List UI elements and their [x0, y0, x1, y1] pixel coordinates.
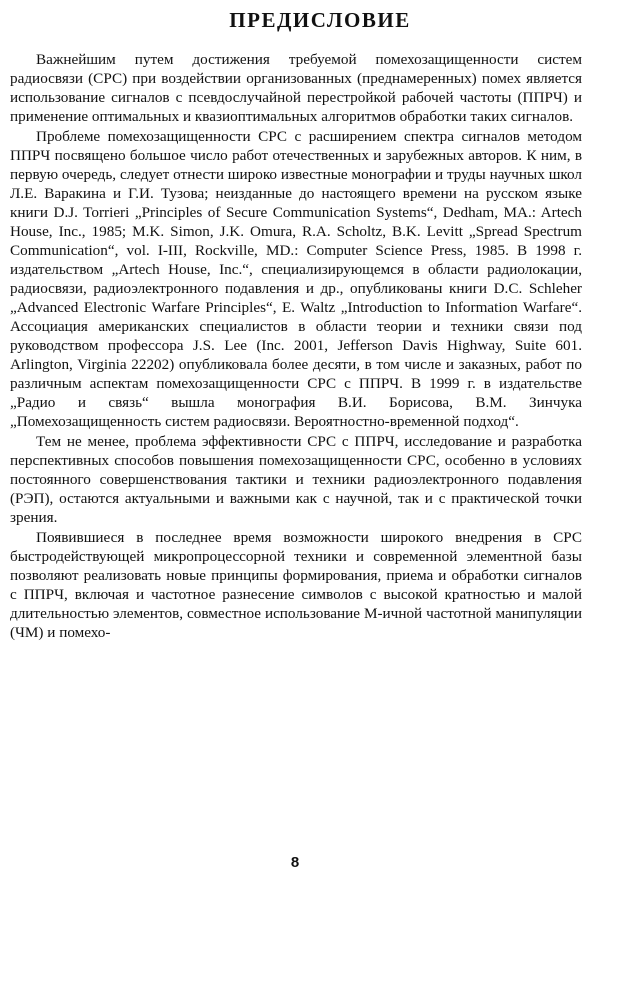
body-text [10, 50, 582, 642]
paragraph: Важнейшим путем достижения требуемой помехозащищенности систем радиосвязи (СРС) при воздействии организованных (преднамеренных) помех является использование сигналов с псевдослучайной перестройкой рабочей частоты (ППРЧ) и применение оптимальных и квазиоптимальных алгоритмов обработки таких сигналов. [10, 51, 582, 125]
paragraph: Тем не менее, проблема эффективности СРС с ППРЧ, исследование и разработка перспективных способов повышения помехозащищенности СРС, особенно в условиях постоянного совершенствования тактики и техники радиоэлектронного подавления (РЭП), остаются актуальными и важными как с научной, так и с практической точки зрения. [10, 433, 582, 526]
paragraph: Проблеме помехозащищенности СРС с расширением спектра сигналов методом ППРЧ посвящено большое число работ отечественных и зарубежных авторов. К ним, в первую очередь, следует отнести широко известные монографии и труды научных школ Л.Е. Варакина и Г.И. Тузова; неизданные до настоящего времени на русском языке книги D.J. Torrieri „Principles of Secure Communication Systems“, Dedham, MA.: Artech House, Inc., 1985; M.K. Simon, J.K. Omura, R.A. Scholtz, B.K. Levitt „Spread Spectrum Communication“, vol. I-III, Rockville, MD.: Computer Science Press, 1985. В 1998 г. издательством „Artech House, Inc.“, специализирующемся в области радиолокации, радиосвязи, радиоэлектронного подавления и др., опубликованы книги D.C. Schleher „Advanced Electronic Warfare Principles“, E. Waltz „Introduction to Information Warfare“. Ассоциация американских специалистов в области теории и техники связи под руководством профессора J.S. Lee (Inc. 2001, Jefferson Davis Highway, Suite 601. Arlington, Virginia 22202) опубликовала более десяти, в том числе и заказных, работ по различным аспектам помехозащищенности СРС с ППРЧ. В 1999 г. в издательстве „Радио и связь“ вышла монография В.И. Борисова, В.М. Зинчука „Помехозащищенность систем радиосвязи. Вероятностно-временной подход“. [10, 128, 582, 430]
page-title: ПРЕДИСЛОВИЕ [229, 8, 411, 32]
page-number: 8 [290, 854, 300, 871]
paragraph: Появившиеся в последнее время возможности широкого внедрения в СРС быстродействующей микропроцессорной техники и современной элементной базы позволяют реализовать новые принципы формирования, приема и обработки сигналов с ППРЧ, включая и частотное разнесение символов с высокой кратностью и малой длительностью элементов, совместное использование M-ичной частотной манипуляции (ЧМ) и помехо- [10, 529, 582, 641]
